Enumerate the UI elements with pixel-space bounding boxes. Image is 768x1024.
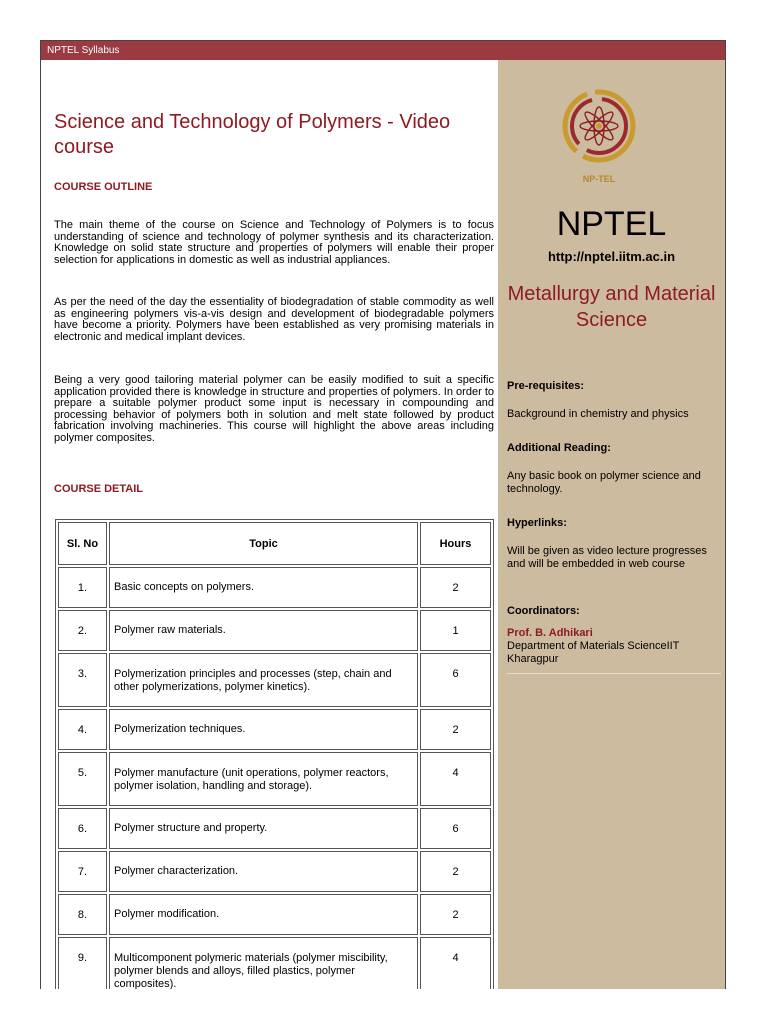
table-row [58, 752, 491, 806]
row-topic: Basic concepts on polymers. [109, 567, 418, 608]
coordinator-affiliation: Department of Materials ScienceIIT Kharagpur [507, 640, 680, 665]
outline-paragraph-2: As per the need of the day the essentiality of biodegradation of stable commodity as well as engineering polymers vis-a-vis design and development of biodegradable polymers have become a priority. Polymers have been established as very promising materials in electronic and medical implant devices. [54, 296, 494, 343]
row-hours: 4 [420, 752, 491, 806]
main-content [41, 60, 498, 989]
row-number: 2. [58, 610, 107, 651]
row-topic: Polymer characterization. [109, 851, 418, 892]
row-topic: Polymer manufacture (unit operations, polymer reactors, polymer isolation, handling and storage). [109, 752, 418, 806]
row-number: 8. [58, 894, 107, 935]
course-detail-table [55, 519, 494, 989]
department-name: Metallurgy and Material Science [507, 283, 716, 331]
row-topic: Polymer structure and property. [109, 808, 418, 849]
page-frame [40, 40, 726, 989]
table-row [58, 709, 491, 750]
additional-reading-text: Any basic book on polymer science and technology. [507, 470, 701, 495]
coordinator-name: Prof. B. Adhikari [507, 627, 593, 639]
coordinators-heading: Coordinators: [507, 605, 580, 617]
row-hours: 6 [420, 808, 491, 849]
row-number: 7. [58, 851, 107, 892]
prerequisites-heading: Pre-requisites: [507, 380, 585, 392]
outline-paragraph-1: The main theme of the course on Science and Technology of Polymers is to focus understanding of science and technology of polymer synthesis and its characterization. Knowledge on solid state structure and properties of polymers will enable their proper selection for applications in domestic as well as industrial appliances. [54, 219, 494, 266]
table-header-row [58, 522, 491, 565]
row-topic: Polymerization principles and processes (step, chain and other polymerizations, polymer kinetics). [109, 653, 418, 707]
row-number: 6. [58, 808, 107, 849]
row-topic: Polymer modification. [109, 894, 418, 935]
header-topic: Topic [109, 522, 418, 565]
table-row [58, 894, 491, 935]
course-outline-heading: COURSE OUTLINE [54, 181, 153, 193]
row-hours: 6 [420, 653, 491, 707]
logo-text: NP-TEL [582, 174, 616, 184]
course-title: Science and Technology of Polymers - Video course [54, 111, 451, 158]
row-topic: Polymerization techniques. [109, 709, 418, 750]
sidebar-divider [507, 673, 721, 674]
top-bar-label: NPTEL Syllabus [47, 45, 120, 56]
table-row [58, 567, 491, 608]
site-url-link[interactable]: http://nptel.iitm.ac.in [547, 249, 676, 264]
row-number: 3. [58, 653, 107, 707]
top-bar [41, 41, 725, 60]
header-hours: Hours [420, 522, 491, 565]
nptel-logo [561, 80, 637, 190]
brand-name: NPTEL [556, 205, 667, 243]
row-topic: Multicomponent polymeric materials (polymer miscibility, polymer blends and alloys, filled plastics, polymer composites). [109, 937, 418, 989]
table-row [58, 851, 491, 892]
row-number: 4. [58, 709, 107, 750]
row-number: 5. [58, 752, 107, 806]
row-topic: Polymer raw materials. [109, 610, 418, 651]
header-slno: Sl. No [58, 522, 107, 565]
row-hours: 1 [420, 610, 491, 651]
course-detail-heading: COURSE DETAIL [54, 483, 144, 495]
row-hours: 4 [420, 937, 491, 989]
hyperlinks-text: Will be given as video lecture progresses and will be embedded in web course [507, 545, 707, 570]
row-hours: 2 [420, 851, 491, 892]
outline-paragraph-3: Being a very good tailoring material polymer can be easily modified to suit a specific application provided there is knowledge in structure and properties of polymers. In order to prepare a suitable polymer product some input is necessary in compounding and processing behavior of polymers both in solution and melt state followed by product fabrication involving machineries. This course will highlight the above areas including polymer composites. [54, 374, 494, 444]
row-number: 1. [58, 567, 107, 608]
additional-reading-heading: Additional Reading: [507, 442, 611, 454]
prerequisites-text: Background in chemistry and physics [507, 408, 689, 420]
table-row [58, 808, 491, 849]
row-hours: 2 [420, 709, 491, 750]
table-row [58, 610, 491, 651]
row-hours: 2 [420, 567, 491, 608]
table-row [58, 653, 491, 707]
sidebar [498, 60, 725, 989]
coordinator-block [507, 627, 717, 666]
hyperlinks-heading: Hyperlinks: [507, 517, 567, 529]
row-hours: 2 [420, 894, 491, 935]
row-number: 9. [58, 937, 107, 989]
table-row [58, 937, 491, 989]
